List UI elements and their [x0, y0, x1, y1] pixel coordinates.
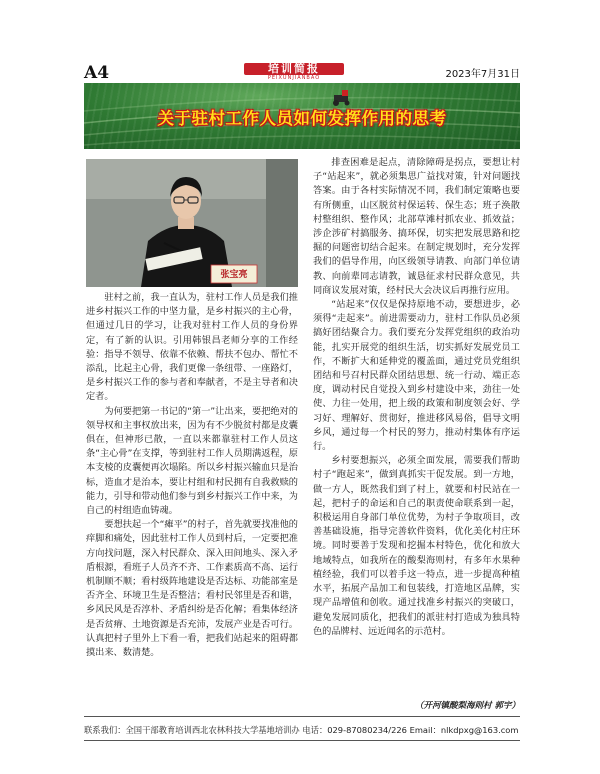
paragraph: 乡村要想振兴，必须全面发展，需要我们帮助村子“跑起来”，做到真抓实干促发展。到一方地，做一方人，既然我们到了村上，就要和村民站在一起，把村子的命运和自己的职责使命联系到一起，积极运用自身部门单位优势，为村子争取项目，改善基础设施，指导完善软件资料，优化美化村庄环境。同时要善于发现和挖掘本村特色，优化和放大地域特点，如我所在的酸梨海则村，有多年水果种植经验，我们可以着手这一特点，进一步提高种植水平，拓展产品加工和包装线，打造地区品牌，实现产品增值和创收。通过找准乡村振兴的突破口，避免发展同质化，把我们的派驻村打造成为独具特色的品牌村、远近闻名的示范村。 [313, 455, 520, 637]
paragraph: 驻村之前，我一直认为，驻村工作人员是我们推进乡村振兴工作的中坚力量，是乡村振兴的主心骨，但通过几日的学习，让我对驻村工作人员的身份界定，有了新的认识。引用韩银昌老师分享的工作经验：指导不领导、依靠不依赖、帮扶不包办、帮忙不添乱，比起主心骨，我们更像一条纽带、一座路灯，是乡村振兴工作的参与者和奉献者，不是主导者和决定者。 [86, 292, 298, 403]
logo-title: 培训简报 [244, 63, 344, 75]
speaker-photo [86, 159, 298, 287]
issue-date: 2023年7月31日 [445, 69, 520, 80]
tractor-icon [333, 90, 350, 106]
paragraph: “站起来”仅仅是保持原地不动，要想进步，必须得“走起来”。前进需要动力，驻村工作队员必须搞好团结聚合力。我们要充分发挥党组织的政治功能，扎实开展党的组织生活，切实抓好发展党员工作，不断扩大和延伸党的覆盖面，通过党员党组织团结和号召村民群众团结思想、统一行动、端正态度，调动村民自觉投入到乡村建设中来，劲往一处使、力往一处用，把上级的政策和制度领会好、学习好、理解好、贯彻好，推进移风易俗，倡导文明乡风，通过每一个村民的努力，推动村集体有序运行。 [313, 299, 520, 453]
footer-divider [84, 716, 520, 717]
page-number: A4 [84, 63, 110, 83]
speaker-illustration [86, 159, 298, 287]
title-banner [84, 83, 520, 149]
article-title: 关于驻村工作人员如何发挥作用的思考 [157, 109, 447, 128]
speaker-nameplate: 张宝亮 [220, 270, 248, 280]
newsletter-logo [244, 63, 344, 81]
paragraph: 要想扶起一个“瘫平”的村子，首先就要找准他的痒脚和痛处，因此驻村工作人员到村后，一定要把准方向找问题，深入村民群众、深入田间地头、深入矛盾根源，看班子人员齐不齐、工作素质高不高、运行机制顺不顺；看村级阵地建设是否达标、功能部室是否齐全、环境卫生是否整洁；看村民邻里是否和谐，乡风民风是否淳朴、矛盾纠纷是否化解；看集体经济是否贫瘠、土地资源是否充沛，发展产业是否可行。认真把村子里外上下看一看，把我们站起来的阻碍都摸出来、数清楚。 [86, 519, 298, 659]
paragraph: 为何要把第一书记的“第一”让出来，要把绝对的领导权和主事权放出来，因为有不少脱贫村都是皮囊俱在，但神形已散，一直以来都靠驻村工作人员这条“主心骨”在支撑，等到驻村工作人员期满返程，原本支棱的皮囊便再次塌陷。所以乡村振兴输血只是治标，造血才是治本，要让村组和村民拥有自我救赎的能力，引导和带动他们参与到乡村振兴工作中来，为自己的村组造血铸魂。 [86, 405, 298, 517]
contact-footer: 联系我们：全国干部教育培训西北农林科技大学基地培训办 电话：029-87080234/226 Email：nlkdpxg@163.com [84, 725, 519, 735]
page-header [84, 63, 520, 83]
author-signature: （开河镇酸梨海则村 郭宇） [415, 701, 520, 711]
logo-pinyin: PEIXUNJIANBAO [267, 75, 321, 81]
article-column-left [86, 291, 298, 660]
footer-bottom-rule [84, 740, 520, 741]
paragraph: 排查困难是起点，清除障碍是拐点，要想让村子“站起来”，就必须集思广益找对策，针对问题找答案。由于各村实际情况不同，我们制定策略也要有所侧重，山区脱贫村保运转、保生态；班子涣散村整组织、整作风；北部草滩村抓农业、抓效益；涉企涉矿村搞服务、搞环保，切实把发展思路和挖掘的问题密切结合起来。在制定规划时，充分发挥我们的倡导作用，向区级领导请教、向部门单位请教、向前辈同志请教，诚恳征求村民群众意见，共同商议发展对策，经村民大会决议后再推行应用。 [313, 157, 520, 296]
article-column-right [313, 156, 520, 639]
